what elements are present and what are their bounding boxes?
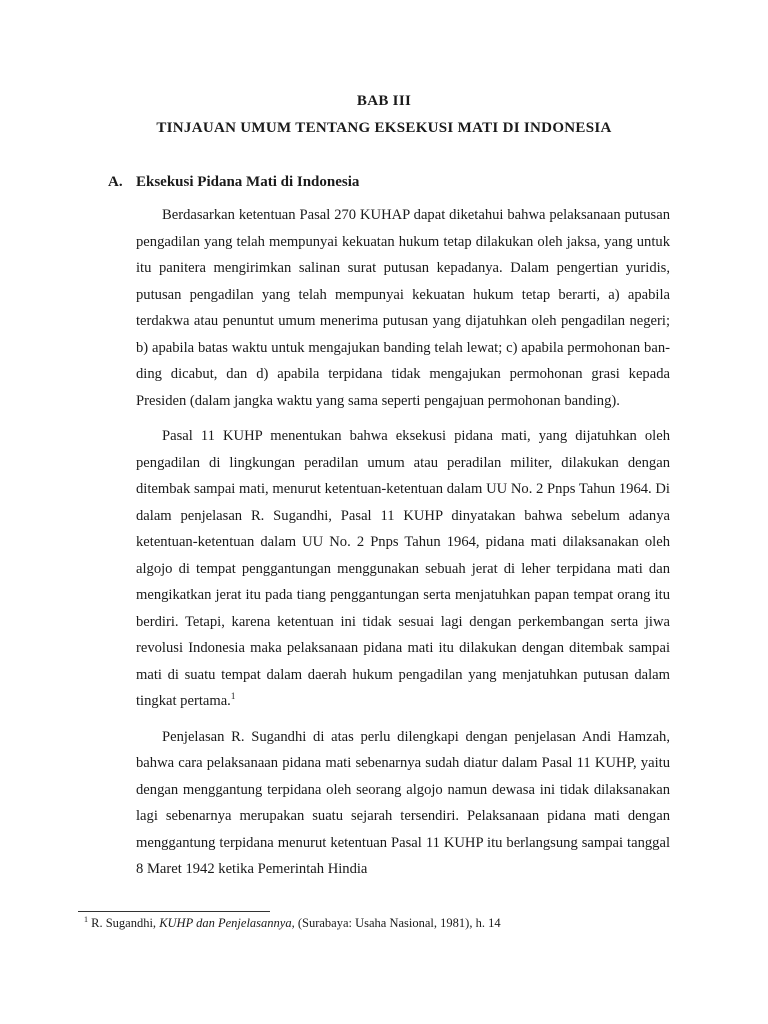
footnote-reference[interactable]: 1 — [230, 691, 236, 701]
paragraph-1 — [136, 202, 670, 414]
footnote-number: 1 — [84, 915, 88, 924]
section-heading — [108, 174, 359, 191]
chapter-title: TINJAUAN UMUM TENTANG EKSEKUSI MATI DI INDONESIA — [156, 120, 612, 136]
paragraph-text: Berdasarkan ketentuan Pasal 270 KUHAP dapat diketahui bahwa pelaksanaan putusan pengadilan yang telah mempunyai kekuatan hukum tetap dilakukan oleh jaksa, yang untuk itu panitera mengirimkan salinan surat putusan kepadanya. Dalam pengertian yuridis, putusan pengadilan yang telah mempunyai kekuatan hukum tetap berarti, a) apabila terdakwa atau penuntut umum menerima putusan yang dijatuhkan oleh pengadilan negeri; b) apabila batas waktu untuk mengajukan banding telah lewat; c) apabila permohonan ban- ding dicabut, dan d) apabila terpidana tidak mengajukan permohonan grasi kepada Presiden (dalam jangka waktu yang sama seperti pengajuan permohonan banding). — [136, 207, 670, 409]
footnote — [84, 915, 501, 931]
section-letter: A. — [108, 174, 123, 190]
paragraph-2 — [136, 423, 670, 715]
paragraph-3 — [136, 724, 670, 883]
chapter-number: BAB III — [356, 93, 412, 109]
footnote-author: R. Sugandhi, — [91, 916, 157, 930]
footnote-divider — [78, 911, 270, 912]
body-text — [136, 202, 670, 892]
section-heading-text: Eksekusi Pidana Mati di Indonesia — [136, 174, 360, 190]
paragraph-text: Penjelasan R. Sugandhi di atas perlu dilengkapi dengan penjelasan Andi Hamzah, bahwa cara pelaksanaan pidana mati sebenarnya sudah diatur dalam Pasal 11 KUHP, yaitu dengan menggantung terpidana oleh seorang algojo namun dewasa ini tidak dilaksanakan lagi sebenarnya merupakan suatu sejarah tersendiri. Pelaksanaan pidana mati dengan menggantung terpidana menurut ketentuan Pasal 11 KUHP itu berlangsung sampai tanggal 8 Maret 1942 ketika Pemerintah Hindia — [136, 728, 670, 877]
footnote-publication: (Surabaya: Usaha Nasional, 1981), h. 14 — [297, 916, 501, 930]
paragraph-text: Pasal 11 KUHP menentukan bahwa eksekusi pidana mati, yang dijatuhkan oleh pengadilan di lingkungan peradilan umum atau peradilan militer, dilakukan dengan ditembak sampai mati, menurut ketentuan-ketentuan dalam UU No. 2 Pnps Tahun 1964. Di dalam penjelasan R. Sugandhi, Pasal 11 KUHP dinyatakan bahwa sebelum adanya ketentuan-ketentuan dalam UU No. 2 Pnps Tahun 1964, pidana mati dilaksanakan oleh algojo di tempat penggantungan menggunakan sebuah jerat di leher terpidana mati dan mengikatkan jerat itu pada tiang penggantungan serta menjatuhkan papan tempat orang itu berdiri. Tetapi, karena ketentuan ini tidak sesuai lagi dengan perkembangan serta jiwa revolusi Indonesia maka pelaksanaan pidana mati itu dilakukan dengan ditembak sampai mati di suatu tempat dalam daerah hukum pengadilan yang menjatuhkan putusan dalam tingkat pertama. — [136, 428, 670, 709]
footnote-book-title: KUHP dan Penjelasannya, — [159, 916, 295, 930]
